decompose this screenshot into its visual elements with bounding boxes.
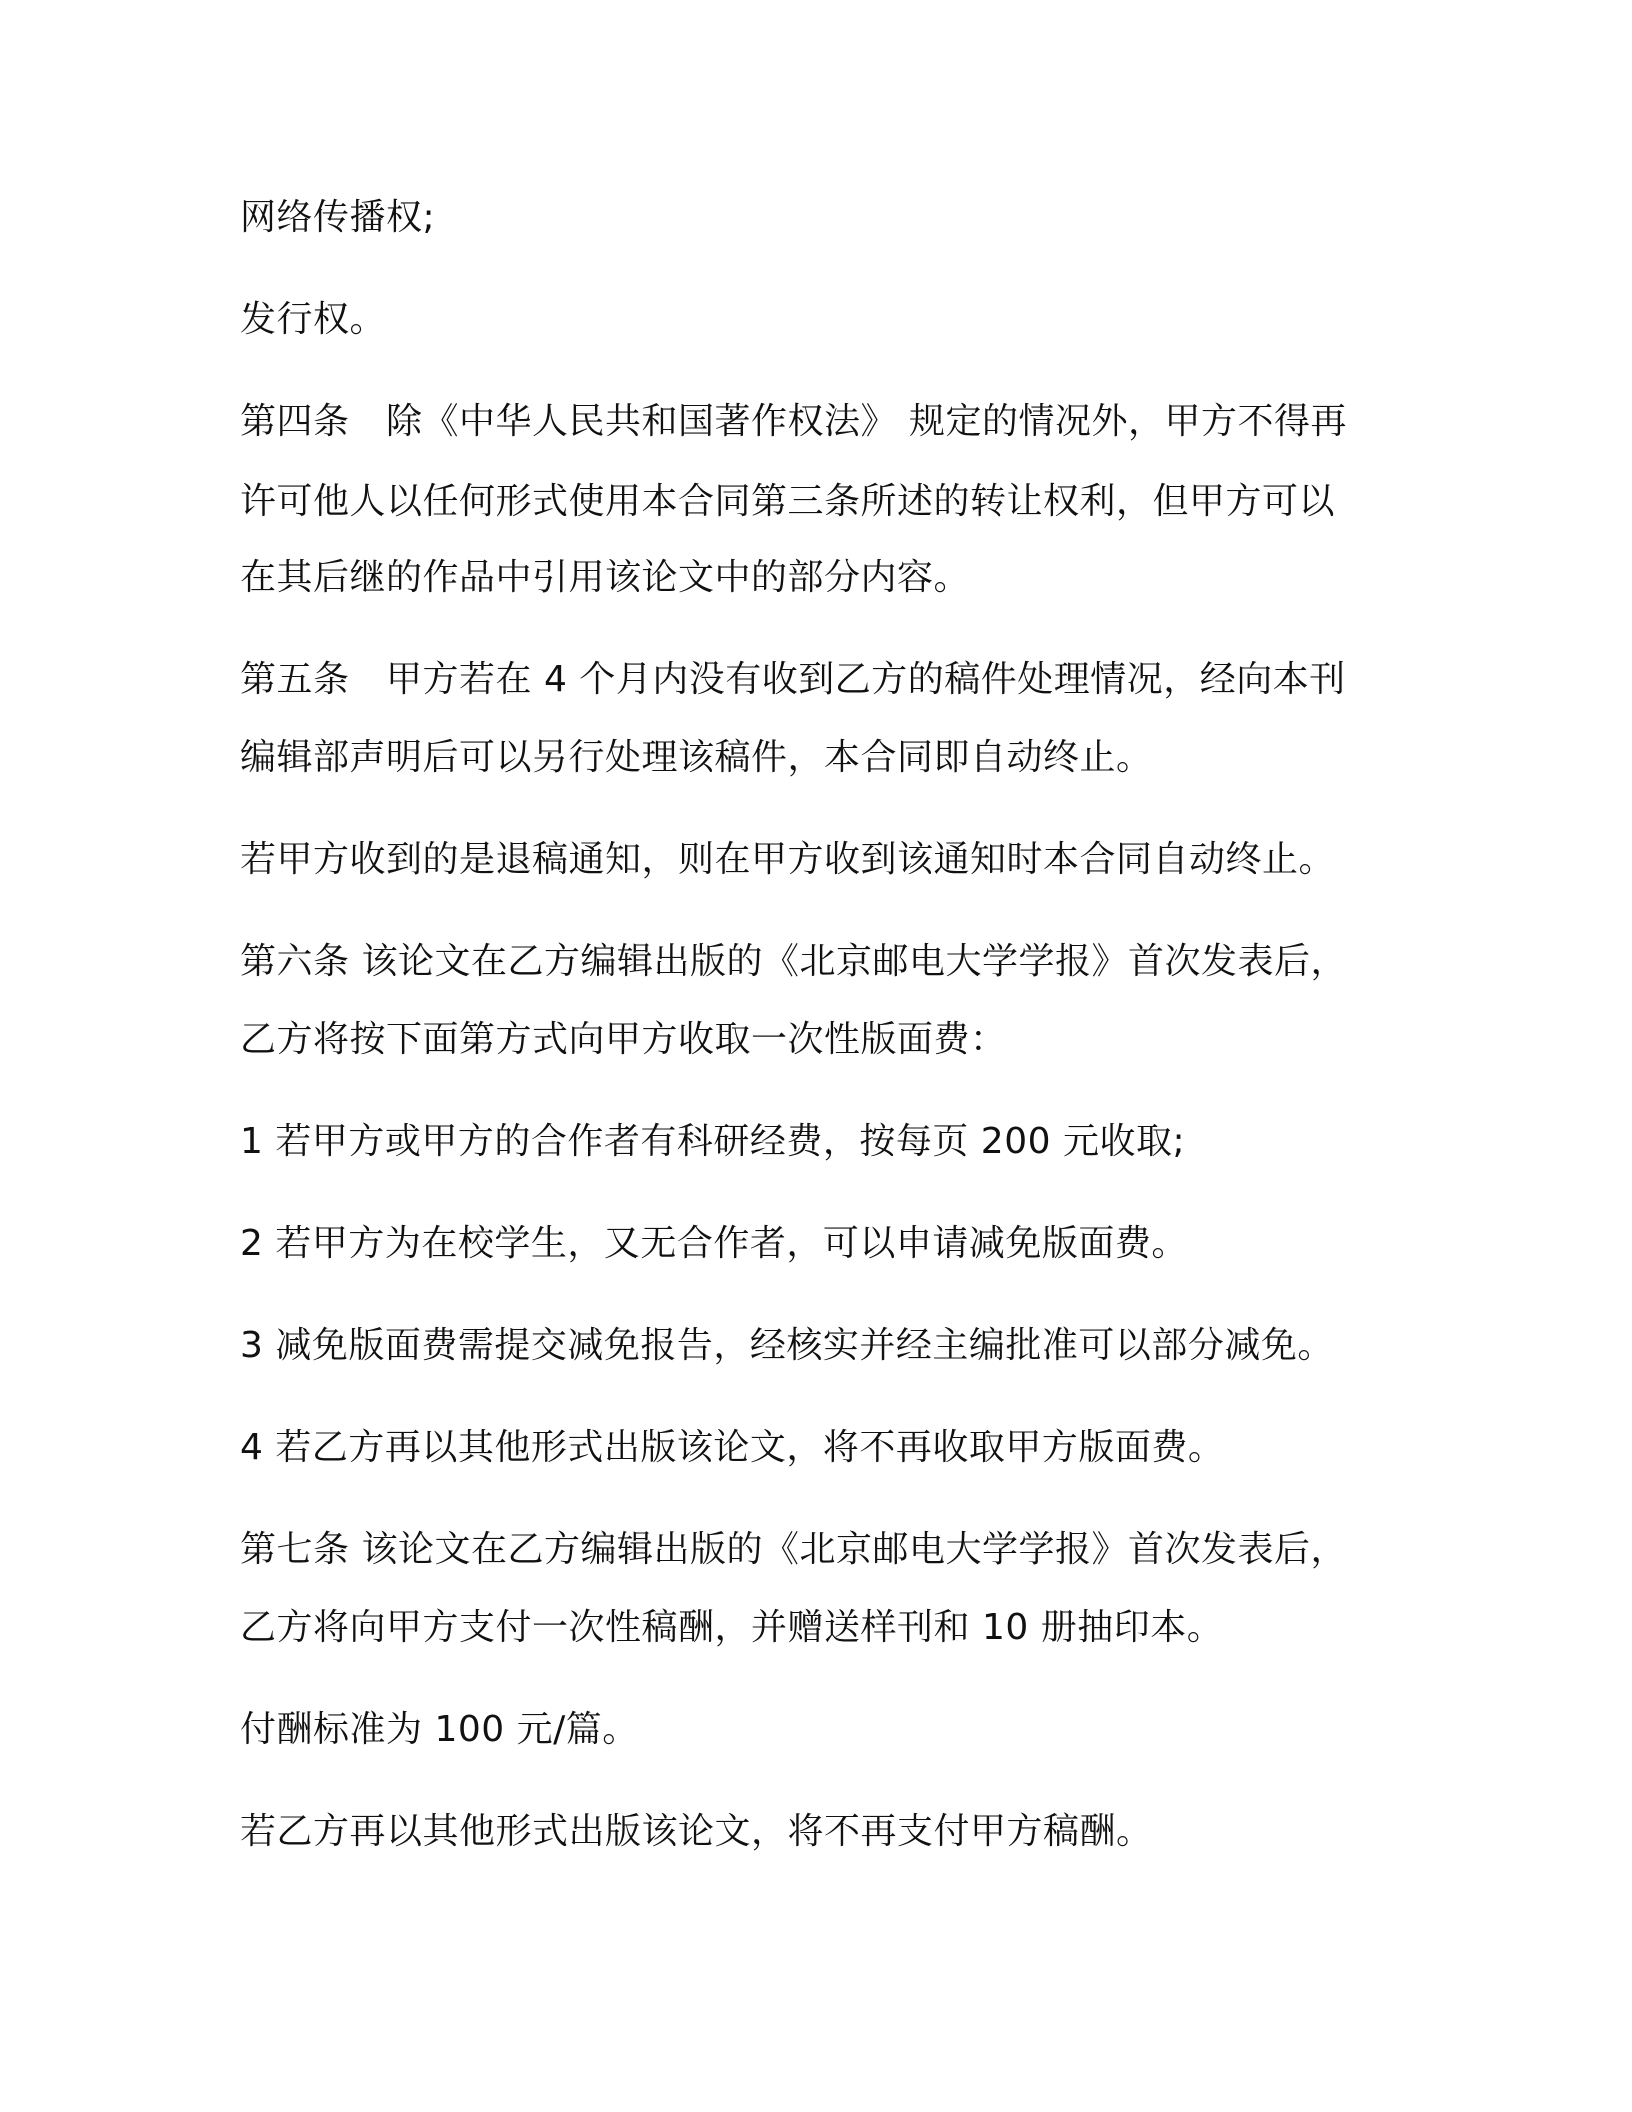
fee-item-3: 3 减免版面费需提交减免报告，经核实并经主编批准可以部分减免。: [240, 1325, 1334, 1366]
article-4-line-3: 在其后继的作品中引用该论文中的部分内容。: [240, 557, 971, 598]
article-6-line-2: 乙方将按下面第方式向甲方收取一次性版面费：: [240, 1019, 1007, 1060]
text-line-distribution-right: 发行权。: [240, 299, 387, 340]
article-5-line-1: 第五条 甲方若在 4 个月内没有收到乙方的稿件处理情况，经向本刊: [240, 659, 1346, 700]
text-line-network-right: 网络传播权;: [240, 197, 436, 238]
article-5-line-2: 编辑部声明后可以另行处理该稿件，本合同即自动终止。: [240, 737, 1153, 778]
rejection-termination-line: 若甲方收到的是退稿通知，则在甲方收到该通知时本合同自动终止。: [240, 839, 1336, 880]
fee-item-1: 1 若甲方或甲方的合作者有科研经费，按每页 200 元收取;: [240, 1121, 1186, 1162]
payment-standard-line: 付酬标准为 100 元/篇。: [240, 1709, 639, 1750]
no-further-payment-line: 若乙方再以其他形式出版该论文，将不再支付甲方稿酬。: [240, 1811, 1153, 1852]
article-7-line-1: 第七条 该论文在乙方编辑出版的《北京邮电大学学报》首次发表后，: [240, 1529, 1347, 1570]
article-7-line-2: 乙方将向甲方支付一次性稿酬，并赠送样刊和 10 册抽印本。: [240, 1607, 1224, 1648]
fee-item-4: 4 若乙方再以其他形式出版该论文，将不再收取甲方版面费。: [240, 1427, 1225, 1468]
article-6-line-1: 第六条 该论文在乙方编辑出版的《北京邮电大学学报》首次发表后，: [240, 941, 1347, 982]
article-4-line-2: 许可他人以任何形式使用本合同第三条所述的转让权利，但甲方可以: [240, 481, 1336, 522]
fee-item-2: 2 若甲方为在校学生，又无合作者，可以申请减免版面费。: [240, 1223, 1188, 1264]
article-4-line-1: 第四条 除《中华人民共和国著作权法》 规定的情况外，甲方不得再: [240, 401, 1347, 442]
